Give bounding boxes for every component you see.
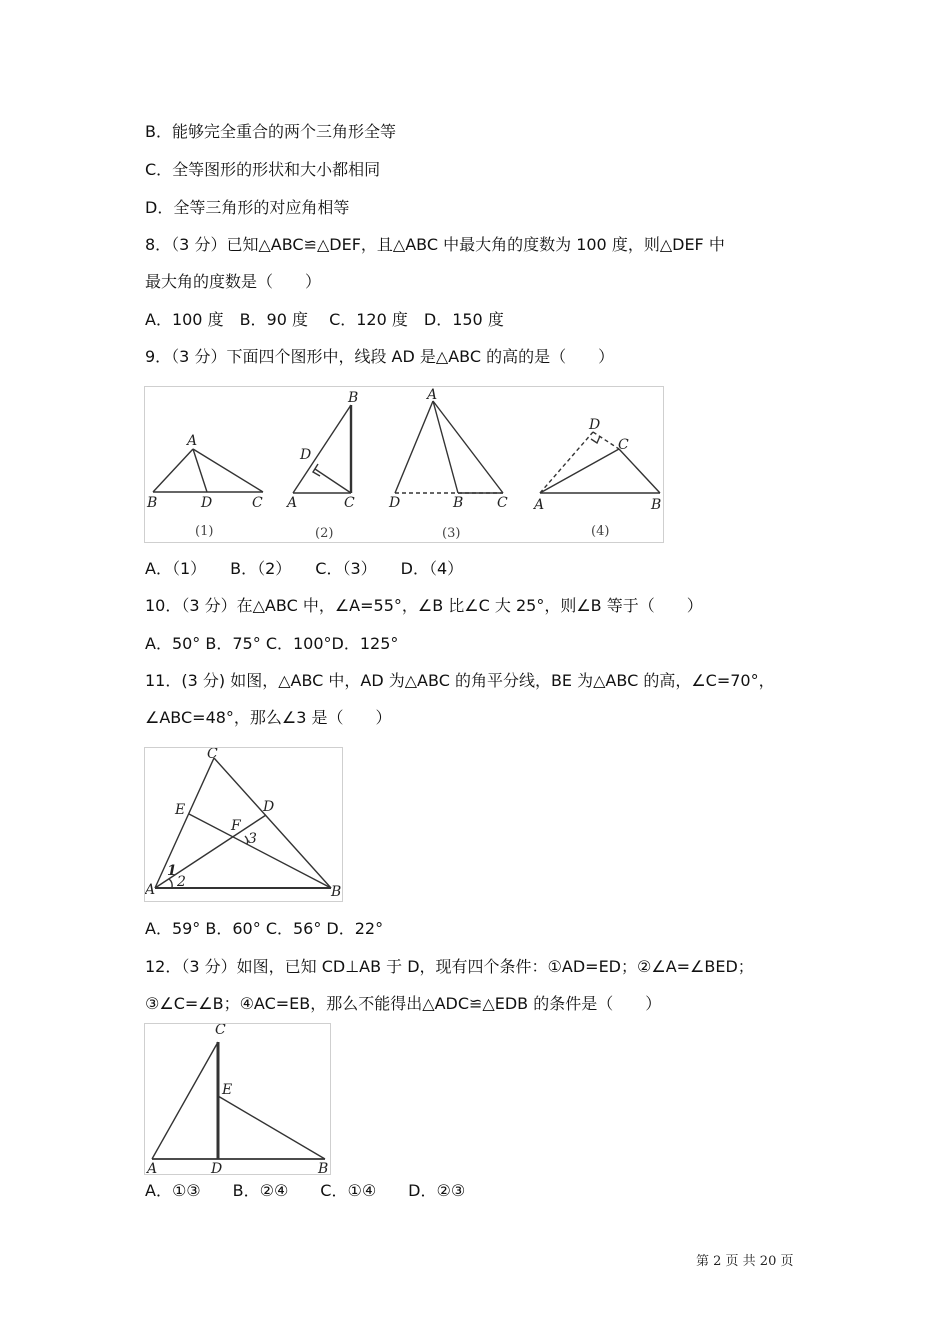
f11-label-d: D	[263, 799, 275, 815]
question-12-stem-line1: 12．（3 分）如图，已知 CD⊥AB 于 D，现有四个条件：①AD=ED；②∠A=∠BED；	[145, 957, 754, 976]
f4-label-b: B	[651, 497, 662, 513]
question-8-options: A．100 度 B．90 度 C．120 度 D．150 度	[145, 310, 504, 329]
f1-label-d: D	[201, 495, 213, 511]
f2-label-d: D	[300, 447, 312, 463]
f1-label-a: A	[187, 433, 198, 449]
question-12-figure	[144, 1023, 331, 1175]
page-footer: 第 2 页 共 20 页	[696, 1254, 794, 1269]
f2-label-a: A	[287, 495, 298, 511]
f4-label-c: C	[618, 437, 629, 453]
question-8-stem-line2: 最大角的度数是（ ）	[145, 272, 322, 291]
f11-label-1: 1	[167, 863, 177, 879]
f2-label-b: B	[348, 390, 359, 406]
f1-label-b: B	[147, 495, 158, 511]
f1-caption: (1)	[195, 524, 214, 539]
f2-label-c: C	[344, 495, 355, 511]
f11-label-c: C	[207, 748, 218, 762]
question-10-stem: 10．（3 分）在△ABC 中，∠A=55°，∠B 比∠C 大 25°，则∠B 等于（ ）	[145, 596, 703, 615]
f12-label-d: D	[211, 1161, 223, 1174]
f11-label-2: 2	[177, 874, 186, 890]
f11-label-f: F	[231, 818, 241, 834]
f12-label-b: B	[318, 1161, 329, 1174]
f4-caption: (4)	[591, 524, 610, 539]
f2-caption: (2)	[315, 526, 334, 541]
question-11-stem-line1: 11．(3 分) 如图，△ABC 中，AD 为△ABC 的角平分线，BE 为△ABC 的高，∠C=70°，	[145, 671, 775, 690]
question-11-options: A．59° B．60° C．56° D．22°	[145, 919, 384, 938]
question-11-figure	[144, 747, 343, 902]
question-11-stem-line2: ∠ABC=48°，那么∠3 是（ ）	[145, 708, 392, 727]
f12-label-c: C	[215, 1024, 226, 1038]
option-d-text: D．全等三角形的对应角相等	[145, 198, 350, 217]
f4-label-d: D	[589, 417, 601, 433]
question-9-options: A．（1） B．（2） C．（3） D．（4）	[145, 559, 464, 578]
f4-label-a: A	[534, 497, 545, 513]
question-12-stem-line2: ③∠C=∠B；④AC=EB，那么不能得出△ADC≌△EDB 的条件是（ ）	[145, 994, 662, 1013]
f11-label-b: B	[331, 884, 342, 900]
question-10-options: A．50° B．75° C．100°D．125°	[145, 634, 399, 653]
option-b-text: B．能够完全重合的两个三角形全等	[145, 122, 396, 141]
option-c-text: C．全等图形的形状和大小都相同	[145, 160, 381, 179]
question-9-stem: 9．（3 分）下面四个图形中，线段 AD 是△ABC 的高的是（ ）	[145, 347, 615, 366]
question-12-options: A．①③ B．②④ C．①④ D．②③	[145, 1181, 466, 1200]
f1-label-c: C	[252, 495, 263, 511]
f3-label-d: D	[389, 495, 401, 511]
f11-label-3: 3	[248, 831, 257, 847]
f3-label-c: C	[497, 495, 508, 511]
f11-label-e: E	[175, 802, 186, 818]
f12-label-e: E	[222, 1082, 233, 1098]
f11-label-a: A	[145, 882, 156, 898]
f12-label-a: A	[147, 1161, 158, 1174]
f3-label-a: A	[427, 387, 438, 403]
question-9-figure	[144, 386, 664, 543]
f3-label-b: B	[453, 495, 464, 511]
f3-caption: (3)	[442, 526, 461, 541]
question-8-stem-line1: 8．（3 分）已知△ABC≌△DEF，且△ABC 中最大角的度数为 100 度，则△DEF 中	[145, 235, 725, 254]
